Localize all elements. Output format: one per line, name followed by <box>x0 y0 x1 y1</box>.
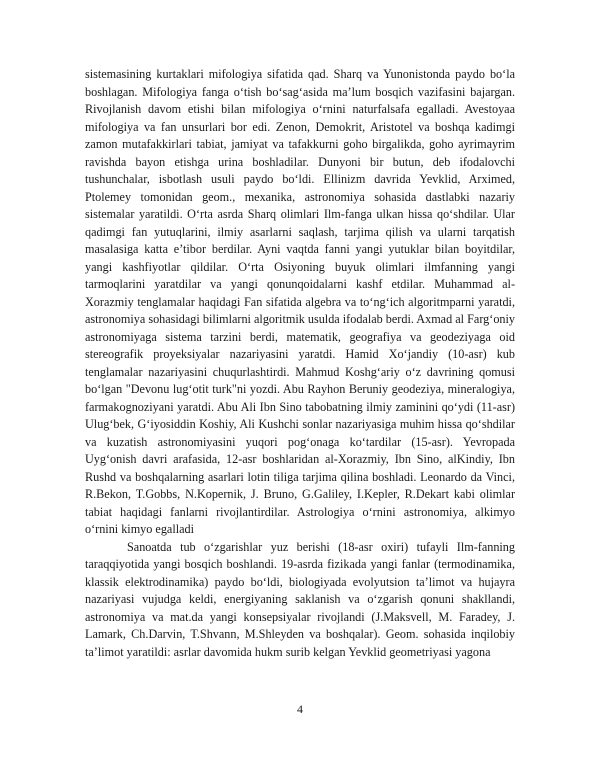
body-text <box>85 66 515 661</box>
paragraph-2: Sanoatda tub o‘zgarishlar yuz berishi (18-asr oxiri) tufayli Ilm-fanning taraqqiyotida yangi bosqich boshlandi. 19-asrda fizikada yangi fanlar (termodinamika, klassik elektrodinamika) paydo bo‘ldi, biologiyada evolyutsion ta’limot va hujayra nazariyasi vujudga keldi, energiyaning saklanish va o‘zgarish qonuni shakllandi, astronomiya va mat.da yangi konsepsiyalar rivojlandi (J.Maksvell, M. Faradey, J. Lamark, Ch.Darvin, T.Shvann, M.Shleyden va boshqalar). Geom. sohasida inqilobiy ta’limot yaratildi: asrlar davomida hukm surib kelgan Yevklid geometriyasi yagona <box>85 539 515 659</box>
page-number: 4 <box>297 702 303 716</box>
paragraph-1: sistemasining kurtaklari mifologiya sifatida qad. Sharq va Yunonistonda paydo bo‘la boshlagan. Mifologiya fanga o‘tish bo‘sag‘asida ma’lum bosqich vazifasini bajargan. Rivojlanish davom etishi bilan mifologiya o‘rnini naturfalsafa egalladi. Avestoyaa mifologiya va fan unsurlari bor edi. Zenon, Demokrit, Aristotel va boshqa kadimgi zamon mutafakkirlari tabiat, jamiyat va tafakkurni goho birgalikda, goho ayrimayrim ravishda bayon etishga urina boshladilar. Dunyoni bir butun, deb ifodalovchi tushunchalar, isbotlash usuli paydo bo‘ldi. Ellinizm davrida Yevklid, Arximed, Ptolemey tomonidan geom., mexanika, astronomiya sohasida dastlabki nazariy sistemalar yaratildi. O‘rta asrda Sharq olimlari Ilm-fanga ulkan hissa qo‘shdilar. Ular qadimgi fan yutuqlarini, ilmiy asarlarni saqlash, tarjima qilish va ularni tarqatish masalasiga katta e’tibor berdilar. Ayni vaqtda fanni yangi yutuklar bilan boyitdilar, yangi kashfiyotlar qildilar. O‘rta Osiyoning buyuk olimlari ilmfanning yangi tarmoqlarini yaratdilar va yangi qonunqoidalarni kashf etdilar. Muhammad al-Xorazmiy tenglamalar haqidagi Fan sifatida algebra va to‘ng‘ich algoritmparni yaratdi, astronomiya sohasidagi bilimlarni algoritmik usulda ifodalab berdi. Axmad al Farg‘oniy astronomiyaga sistema tarzini berdi, matematik, geografiya va geodeziyaga oid stereografik proyeksiyalar nazariyasini yaratdi. Hamid Xo‘jandiy (10-asr) kub tenglamalar nazariyasini chuqurlashtirdi. Mahmud Koshg‘ariy o‘z davrining qomusi bo‘lgan "Devonu lug‘otit turk"ni yozdi. Abu Rayhon Beruniy geodeziya, mineralogiya, farmakognoziyani yaratdi. Abu Ali Ibn Sino tabobatning ilmiy zaminini qo‘ydi (11-asr) Ulug‘bek, G‘iyosiddin Koshiy, Ali Kushchi sonlar nazariyasiga muhim hissa qo‘shdilar va kuzatish astronomiyasini yuqori pog‘onaga ko‘tardilar (15-asr). Yevropada Uyg‘onish davri arafasida, 12-asr boshlaridan al-Xorazmiy, Ibn Sino, alKindiy, Ibn Rushd va boshqalarning asarlari lotin tiliga tarjima qilina boshladi. Leonardo da Vinci, R.Bekon, T.Gobbs, N.Kopernik, J. Bruno, G.Galiley, I.Kepler, R.Dekart kabi olimlar tabiat haqidagi fanlarni rivojlantirdilar. Astrologiya o‘rnini astronomiya, alkimyo o‘rnini kimyo egalladi <box>85 67 515 536</box>
